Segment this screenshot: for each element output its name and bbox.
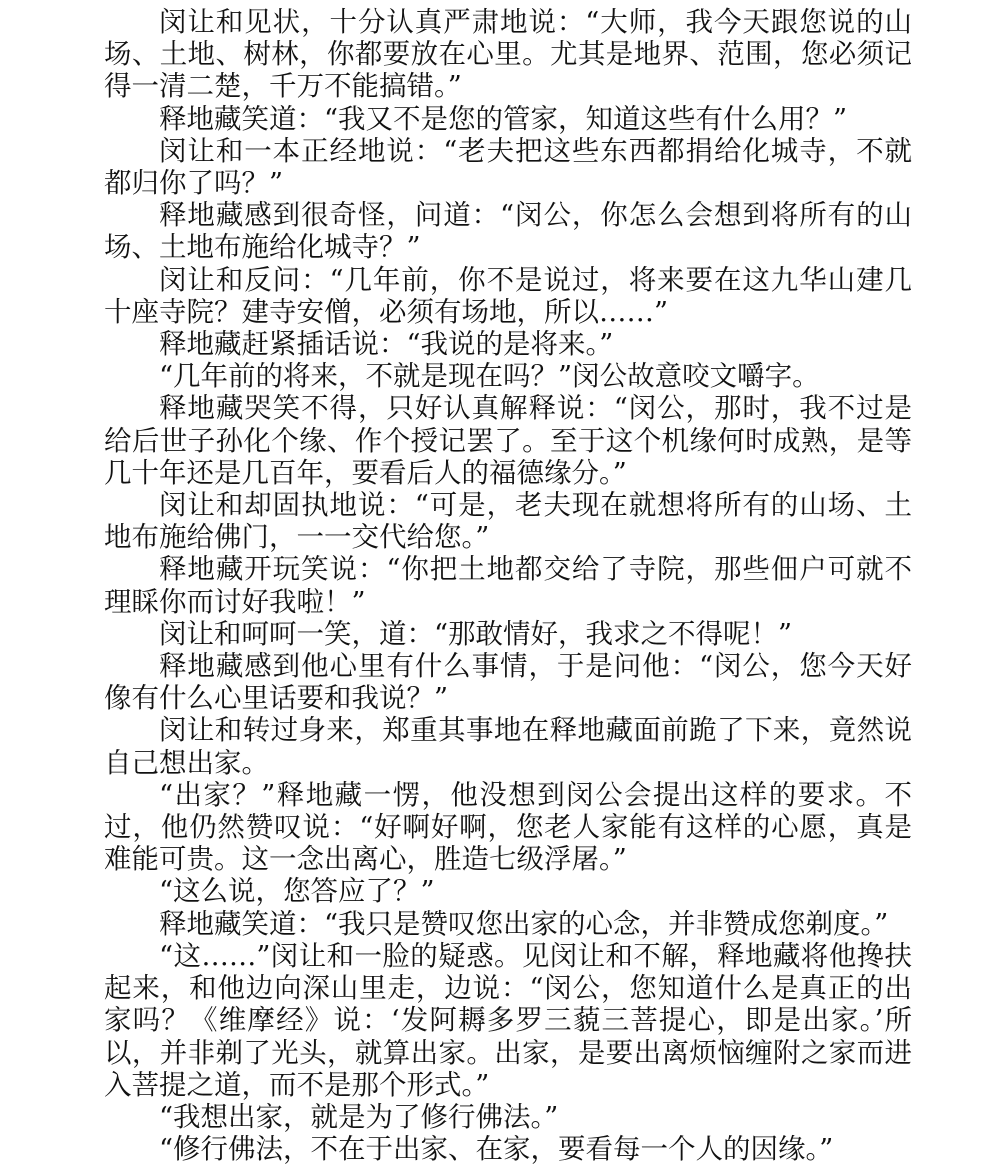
paragraph: “这么说，您答应了？” — [159, 875, 435, 908]
paragraph: “我想出家，就是为了修行佛法。” — [159, 1100, 559, 1133]
paragraph: 释地藏开玩笑说：“你把土地都交给了寺院，那些佃户可就不理睬你而讨好我啦！” — [104, 553, 912, 618]
paragraph: 闵让和转过身来，郑重其事地在释地藏面前跪了下来，竟然说自己想出家。 — [104, 714, 912, 779]
paragraph: “出家？”释地藏一愣，他没想到闵公会提出这样的要求。不过，他仍然赞叹说：“好啊好啊，您老人家能有这样的心愿，真是难能可贵。这一念出离心，胜造七级浮屠。” — [104, 778, 912, 876]
paragraph: “修行佛法，不在于出家、在家，要看每一个人的因缘。” — [159, 1133, 834, 1165]
paragraph: 释地藏感到他心里有什么事情，于是问他：“闵公，您今天好像有什么心里话要和我说？” — [104, 650, 912, 715]
paragraph: 闵让和却固执地说：“可是，老夫现在就想将所有的山场、土地布施给佛门，一一交代给您。” — [104, 489, 912, 554]
paragraph: 闵让和见状，十分认真严肃地说：“大师，我今天跟您说的山场、土地、树林，你都要放在心里。尤其是地界、范围，您必须记得一清二楚，千万不能搞错。” — [104, 6, 912, 103]
paragraph: 闵让和一本正经地说：“老夫把这些东西都捐给化城寺，不就都归你了吗？” — [104, 134, 912, 200]
paragraph: “几年前的将来，不就是现在吗？”闵公故意咬文嚼字。 — [159, 360, 820, 393]
document-body — [104, 6, 912, 1165]
paragraph: 释地藏笑道：“我又不是您的管家，知道这些有什么用？” — [159, 102, 848, 135]
paragraph: “这……”闵让和一脸的疑惑。见闵让和不解，释地藏将他搀扶起来，和他边向深山里走，边说：“闵公，您知道什么是真正的出家吗？《维摩经》说：‘发阿耨多罗三藐三菩提心，即是出家。’所以，并非剃了光头，就算出家。出家，是要出离烦恼缠附之家而进入菩提之道，而不是那个形式。” — [104, 939, 912, 1101]
paragraph: 释地藏赶紧插话说：“我说的是将来。” — [159, 328, 614, 361]
paragraph: 释地藏笑道：“我只是赞叹您出家的心念，并非赞成您剃度。” — [159, 907, 889, 940]
paragraph: 释地藏哭笑不得，只好认真解释说：“闵公，那时，我不过是给后世子孙化个缘、作个授记罢了。至于这个机缘何时成熟，是等几十年还是几百年，要看后人的福德缘分。” — [104, 392, 912, 489]
paragraph: 闵让和呵呵一笑，道：“那敢情好，我求之不得呢！” — [159, 617, 793, 650]
paragraph: 释地藏感到很奇怪，问道：“闵公，你怎么会想到将所有的山场、土地布施给化城寺？” — [104, 199, 912, 264]
paragraph: 闵让和反问：“几年前，你不是说过，将来要在这九华山建几十座寺院？建寺安僧，必须有场地，所以……” — [104, 263, 912, 328]
